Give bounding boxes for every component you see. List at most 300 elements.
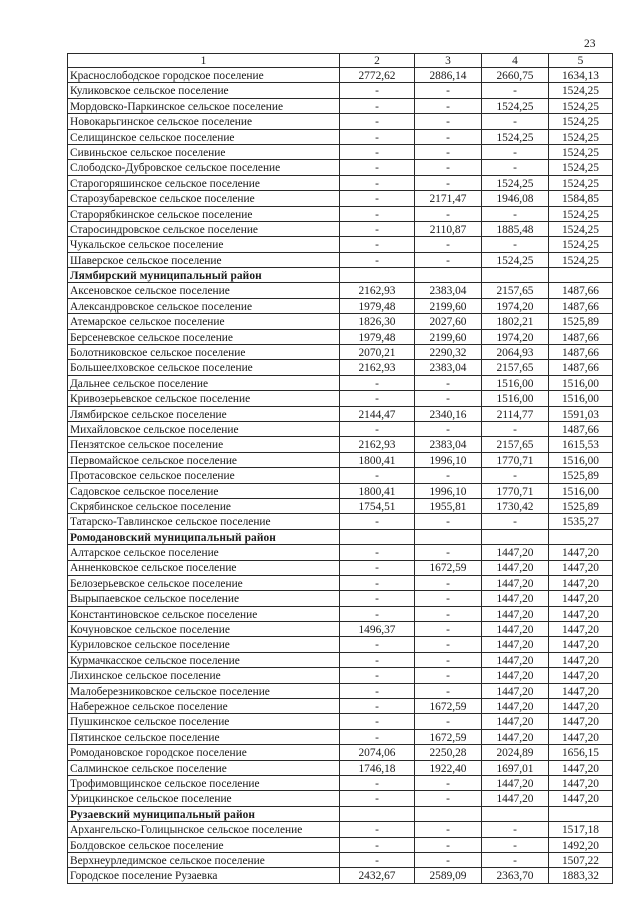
page-number: 23 [584,38,596,50]
column-header-4: 4 [482,54,549,68]
value-cell-col5: 1524,25 [549,160,613,175]
value-cell-col4: 2363,70 [482,868,549,883]
value-cell-col5: 1634,13 [549,68,613,83]
value-cell-col3: 1996,10 [415,452,482,467]
value-cell-col5: 1525,89 [549,498,613,513]
table-row [68,98,613,113]
value-cell-col2: 2162,93 [340,437,415,452]
value-cell-col5: 1507,22 [549,852,613,867]
value-cell-col3: - [415,375,482,390]
settlement-name: Анненковское сельское поселение [68,560,340,575]
table-row [68,745,613,760]
value-cell-col4: 1524,25 [482,175,549,190]
table-row [68,606,613,621]
settlement-name: Большеелховское сельское поселение [68,360,340,375]
value-cell-col5: 1447,20 [549,775,613,790]
settlement-name: Скрябинское сельское поселение [68,498,340,513]
settlement-name: Шаверское сельское поселение [68,252,340,267]
table-row [68,760,613,775]
table-row [68,683,613,698]
value-cell-col2: - [340,775,415,790]
table-row [68,483,613,498]
value-cell-col2 [340,529,415,544]
value-cell-col5: 1447,20 [549,652,613,667]
value-cell-col3: - [415,252,482,267]
value-cell-col4: - [482,160,549,175]
table-row [68,652,613,667]
table-row [68,114,613,129]
value-cell-col3: - [415,637,482,652]
table-row [68,160,613,175]
value-cell-col2: 1800,41 [340,483,415,498]
value-cell-col2: - [340,683,415,698]
settlement-name: Старорябкинское сельское поселение [68,206,340,221]
value-cell-col4: - [482,514,549,529]
value-cell-col2: - [340,652,415,667]
value-cell-col2: 2432,67 [340,868,415,883]
value-cell-col2 [340,268,415,283]
settlement-name: Верхнеурледимское сельское поселение [68,852,340,867]
value-cell-col2: - [340,837,415,852]
value-cell-col3: 2383,04 [415,437,482,452]
table-row [68,129,613,144]
value-cell-col2: - [340,729,415,744]
table-row [68,298,613,313]
value-cell-col2: - [340,252,415,267]
district-header-row [68,529,613,544]
value-cell-col4: 2157,65 [482,437,549,452]
table-row [68,206,613,221]
value-cell-col5: 1447,20 [549,591,613,606]
value-cell-col5 [549,268,613,283]
column-header-5: 5 [549,54,613,68]
column-header-1: 1 [68,54,340,68]
value-cell-col4 [482,806,549,821]
value-cell-col3: - [415,575,482,590]
settlement-name: Протасовское сельское поселение [68,468,340,483]
value-cell-col5: 1516,00 [549,452,613,467]
value-cell-col3: 1996,10 [415,483,482,498]
value-cell-col5: 1447,20 [549,545,613,560]
value-cell-col2: - [340,822,415,837]
value-cell-col5: 1447,20 [549,668,613,683]
table-row [68,237,613,252]
value-cell-col2: 1800,41 [340,452,415,467]
value-cell-col3: - [415,514,482,529]
value-cell-col2: - [340,637,415,652]
value-cell-col2: - [340,375,415,390]
settlement-name: Сивиньское сельское поселение [68,144,340,159]
value-cell-col5: 1447,20 [549,622,613,637]
value-cell-col4: - [482,468,549,483]
settlement-name: Дальнее сельское поселение [68,375,340,390]
table-row [68,68,613,83]
value-cell-col4: 2660,75 [482,68,549,83]
district-header-row [68,806,613,821]
value-cell-col5: 1487,66 [549,329,613,344]
column-header-3: 3 [415,54,482,68]
settlement-name: Трофимовщинское сельское поселение [68,775,340,790]
value-cell-col2: - [340,421,415,436]
table-row [68,837,613,852]
value-cell-col4: - [482,837,549,852]
value-cell-col4: 1516,00 [482,375,549,390]
value-cell-col2: - [340,221,415,236]
table-row [68,514,613,529]
value-cell-col5: 1524,25 [549,175,613,190]
value-cell-col4: - [482,421,549,436]
table-row [68,314,613,329]
column-header-2: 2 [340,54,415,68]
settlement-name: Городское поселение Рузаевка [68,868,340,883]
value-cell-col3: - [415,822,482,837]
value-cell-col4: 1447,20 [482,683,549,698]
value-cell-col5: 1524,25 [549,129,613,144]
value-cell-col3: - [415,775,482,790]
value-cell-col5: 1524,25 [549,83,613,98]
table-row [68,437,613,452]
value-cell-col3: 2250,28 [415,745,482,760]
value-cell-col5: 1487,66 [549,283,613,298]
value-cell-col5: 1447,20 [549,760,613,775]
settlement-name: Старосиндровское сельское поселение [68,221,340,236]
value-cell-col3: 2290,32 [415,345,482,360]
settlement-name: Аксеновское сельское поселение [68,283,340,298]
value-cell-col4: 1447,20 [482,591,549,606]
value-cell-col2: 2144,47 [340,406,415,421]
table-row [68,714,613,729]
value-cell-col2: 2070,21 [340,345,415,360]
value-cell-col3: 1955,81 [415,498,482,513]
value-cell-col4: 1802,21 [482,314,549,329]
settlement-name: Пензятское сельское поселение [68,437,340,452]
settlement-name: Куриловское сельское поселение [68,637,340,652]
value-cell-col4 [482,529,549,544]
value-cell-col4: 1447,20 [482,575,549,590]
value-cell-col4: - [482,852,549,867]
value-cell-col3: - [415,160,482,175]
settlement-name: Набережное сельское поселение [68,699,340,714]
value-cell-col2: - [340,545,415,560]
settlement-name: Михайловское сельское поселение [68,421,340,436]
value-cell-col3 [415,529,482,544]
value-cell-col5: 1447,20 [549,575,613,590]
value-cell-col4 [482,268,549,283]
settlement-name: Белозерьевское сельское поселение [68,575,340,590]
table-row [68,591,613,606]
value-cell-col5: 1516,00 [549,391,613,406]
value-cell-col4: 1730,42 [482,498,549,513]
value-cell-col3: 2383,04 [415,283,482,298]
value-cell-col2: - [340,852,415,867]
value-cell-col2: 1754,51 [340,498,415,513]
value-cell-col4: 2064,93 [482,345,549,360]
value-cell-col3: - [415,652,482,667]
settlement-name: Татарско-Тавлинское сельское поселение [68,514,340,529]
value-cell-col5: 1487,66 [549,421,613,436]
value-cell-col5: 1656,15 [549,745,613,760]
value-cell-col2: - [340,206,415,221]
value-cell-col4: 1516,00 [482,391,549,406]
table-row [68,221,613,236]
settlement-name: Берсеневское сельское поселение [68,329,340,344]
table-row [68,637,613,652]
table-row [68,283,613,298]
table-row [68,345,613,360]
settlement-name: Малоберезниковское сельское поселение [68,683,340,698]
settlement-name: Садовское сельское поселение [68,483,340,498]
settlement-name: Чукальское сельское поселение [68,237,340,252]
value-cell-col5: 1524,25 [549,221,613,236]
value-cell-col3: 1922,40 [415,760,482,775]
table-row [68,822,613,837]
settlement-name: Селищинское сельское поселение [68,129,340,144]
settlement-name: Константиновское сельское поселение [68,606,340,621]
table-row [68,144,613,159]
value-cell-col4: 1447,20 [482,606,549,621]
settlement-name: Лямбирское сельское поселение [68,406,340,421]
value-cell-col5: 1524,25 [549,98,613,113]
value-cell-col4: - [482,144,549,159]
value-cell-col5: 1524,25 [549,114,613,129]
value-cell-col2: 2162,93 [340,283,415,298]
value-cell-col3: - [415,622,482,637]
value-cell-col3: - [415,852,482,867]
settlement-name: Краснослободское городское поселение [68,68,340,83]
value-cell-col5: 1591,03 [549,406,613,421]
value-cell-col3: - [415,237,482,252]
value-cell-col4: 1447,20 [482,714,549,729]
value-cell-col4: 1447,20 [482,668,549,683]
value-cell-col3: - [415,837,482,852]
table-row [68,175,613,190]
value-cell-col3: 2171,47 [415,191,482,206]
value-cell-col5: 1516,00 [549,375,613,390]
table-row [68,775,613,790]
settlement-name: Александровское сельское поселение [68,298,340,313]
table-row [68,622,613,637]
value-cell-col4: - [482,206,549,221]
value-cell-col3: 2027,60 [415,314,482,329]
value-cell-col2: - [340,175,415,190]
table-row [68,391,613,406]
value-cell-col5: 1487,66 [549,345,613,360]
table-row [68,498,613,513]
table-row [68,560,613,575]
value-cell-col4: 1447,20 [482,652,549,667]
table-row [68,699,613,714]
value-cell-col5: 1883,32 [549,868,613,883]
value-cell-col5: 1524,25 [549,144,613,159]
value-cell-col2: - [340,606,415,621]
value-cell-col2: - [340,114,415,129]
settlement-name: Ромодановское городское поселение [68,745,340,760]
value-cell-col3: 2110,87 [415,221,482,236]
value-cell-col3: - [415,791,482,806]
value-cell-col4: 1447,20 [482,729,549,744]
value-cell-col3: - [415,144,482,159]
value-cell-col3: - [415,714,482,729]
table-row [68,668,613,683]
table-row [68,375,613,390]
settlement-name: Урицкинское сельское поселение [68,791,340,806]
value-cell-col3: - [415,391,482,406]
value-cell-col2: - [340,591,415,606]
value-cell-col5: 1492,20 [549,837,613,852]
value-cell-col3: - [415,114,482,129]
value-cell-col3: 2199,60 [415,298,482,313]
value-cell-col2: 2162,93 [340,360,415,375]
value-cell-col3: 2383,04 [415,360,482,375]
value-cell-col5: 1524,25 [549,237,613,252]
settlement-name: Болотниковское сельское поселение [68,345,340,360]
value-cell-col3: 1672,59 [415,729,482,744]
value-cell-col3: - [415,468,482,483]
table-row [68,329,613,344]
settlement-name: Первомайское сельское поселение [68,452,340,467]
value-cell-col5: 1447,20 [549,714,613,729]
value-cell-col5: 1584,85 [549,191,613,206]
value-cell-col4: 1697,01 [482,760,549,775]
value-cell-col5: 1447,20 [549,637,613,652]
value-cell-col4: 1447,20 [482,560,549,575]
value-cell-col2: - [340,191,415,206]
settlement-name: Куликовское сельское поселение [68,83,340,98]
settlement-name: Салминское сельское поселение [68,760,340,775]
table-row [68,191,613,206]
value-cell-col3: 2886,14 [415,68,482,83]
value-cell-col2: 2074,06 [340,745,415,760]
value-cell-col4: - [482,237,549,252]
value-cell-col2 [340,806,415,821]
settlement-name: Слободско-Дубровское сельское поселение [68,160,340,175]
value-cell-col5: 1525,89 [549,314,613,329]
value-cell-col4: 2157,65 [482,360,549,375]
settlement-name: Старозубаревское сельское поселение [68,191,340,206]
settlement-name: Кривозерьевское сельское поселение [68,391,340,406]
value-cell-col2: 2772,62 [340,68,415,83]
value-cell-col2: - [340,560,415,575]
value-cell-col2: - [340,468,415,483]
value-cell-col2: 1979,48 [340,329,415,344]
settlement-name: Алтарское сельское поселение [68,545,340,560]
settlement-name: Новокарьгинское сельское поселение [68,114,340,129]
table-row [68,545,613,560]
value-cell-col3: - [415,545,482,560]
district-header-row [68,268,613,283]
value-cell-col3: - [415,98,482,113]
value-cell-col2: - [340,144,415,159]
settlement-name: Пятинское сельское поселение [68,729,340,744]
value-cell-col5: 1447,20 [549,699,613,714]
value-cell-col4: 1447,20 [482,637,549,652]
value-cell-col5: 1487,66 [549,298,613,313]
value-cell-col4: 2024,89 [482,745,549,760]
district-name: Рузаевский муниципальный район [68,806,340,821]
settlement-name: Кочуновское сельское поселение [68,622,340,637]
value-cell-col2: - [340,237,415,252]
value-cell-col5: 1447,20 [549,606,613,621]
table-row [68,406,613,421]
settlement-name: Мордовско-Паркинское сельское поселение [68,98,340,113]
value-cell-col2: 1979,48 [340,298,415,313]
value-cell-col2: - [340,714,415,729]
value-cell-col4: - [482,83,549,98]
value-cell-col3: - [415,591,482,606]
value-cell-col2: 1826,30 [340,314,415,329]
settlement-name: Болдовское сельское поселение [68,837,340,852]
value-cell-col3: - [415,83,482,98]
table-row [68,252,613,267]
value-cell-col5 [549,529,613,544]
value-cell-col5: 1524,25 [549,206,613,221]
value-cell-col5: 1516,00 [549,483,613,498]
value-cell-col4: 1524,25 [482,252,549,267]
table-row [68,83,613,98]
value-cell-col4: 1447,20 [482,775,549,790]
table-row [68,468,613,483]
value-cell-col4: 1946,08 [482,191,549,206]
value-cell-col2: - [340,160,415,175]
value-cell-col5: 1447,20 [549,560,613,575]
value-cell-col3: 2589,09 [415,868,482,883]
value-cell-col3: - [415,206,482,221]
table-row [68,852,613,867]
settlements-table [67,53,613,884]
settlement-name: Курмачкасское сельское поселение [68,652,340,667]
value-cell-col5: 1524,25 [549,252,613,267]
table-row [68,868,613,883]
value-cell-col4: 2157,65 [482,283,549,298]
value-cell-col2: - [340,791,415,806]
district-name: Ромодановский муниципальный район [68,529,340,544]
settlement-name: Вырыпаевское сельское поселение [68,591,340,606]
value-cell-col4: 1447,20 [482,791,549,806]
value-cell-col4: 1447,20 [482,622,549,637]
settlement-name: Архангельско-Голицынское сельское поселение [68,822,340,837]
value-cell-col4: - [482,822,549,837]
value-cell-col2: - [340,129,415,144]
value-cell-col5: 1517,18 [549,822,613,837]
value-cell-col3: 2199,60 [415,329,482,344]
value-cell-col4: 1770,71 [482,483,549,498]
value-cell-col4: 1974,20 [482,329,549,344]
value-cell-col2: 1496,37 [340,622,415,637]
value-cell-col3: - [415,129,482,144]
value-cell-col4: 1974,20 [482,298,549,313]
value-cell-col5: 1447,20 [549,729,613,744]
value-cell-col4: 1447,20 [482,699,549,714]
value-cell-col4: 1770,71 [482,452,549,467]
value-cell-col5: 1525,89 [549,468,613,483]
table-row [68,575,613,590]
value-cell-col5: 1487,66 [549,360,613,375]
value-cell-col2: - [340,391,415,406]
settlement-name: Пушкинское сельское поселение [68,714,340,729]
table-row [68,729,613,744]
value-cell-col3: - [415,683,482,698]
value-cell-col4: 2114,77 [482,406,549,421]
value-cell-col3 [415,268,482,283]
value-cell-col2: - [340,575,415,590]
settlement-name: Атемарское сельское поселение [68,314,340,329]
value-cell-col4: 1524,25 [482,98,549,113]
table-row [68,421,613,436]
table-header [68,54,613,68]
settlement-name: Лихинское сельское поселение [68,668,340,683]
value-cell-col5: 1447,20 [549,683,613,698]
table-body [68,68,613,884]
